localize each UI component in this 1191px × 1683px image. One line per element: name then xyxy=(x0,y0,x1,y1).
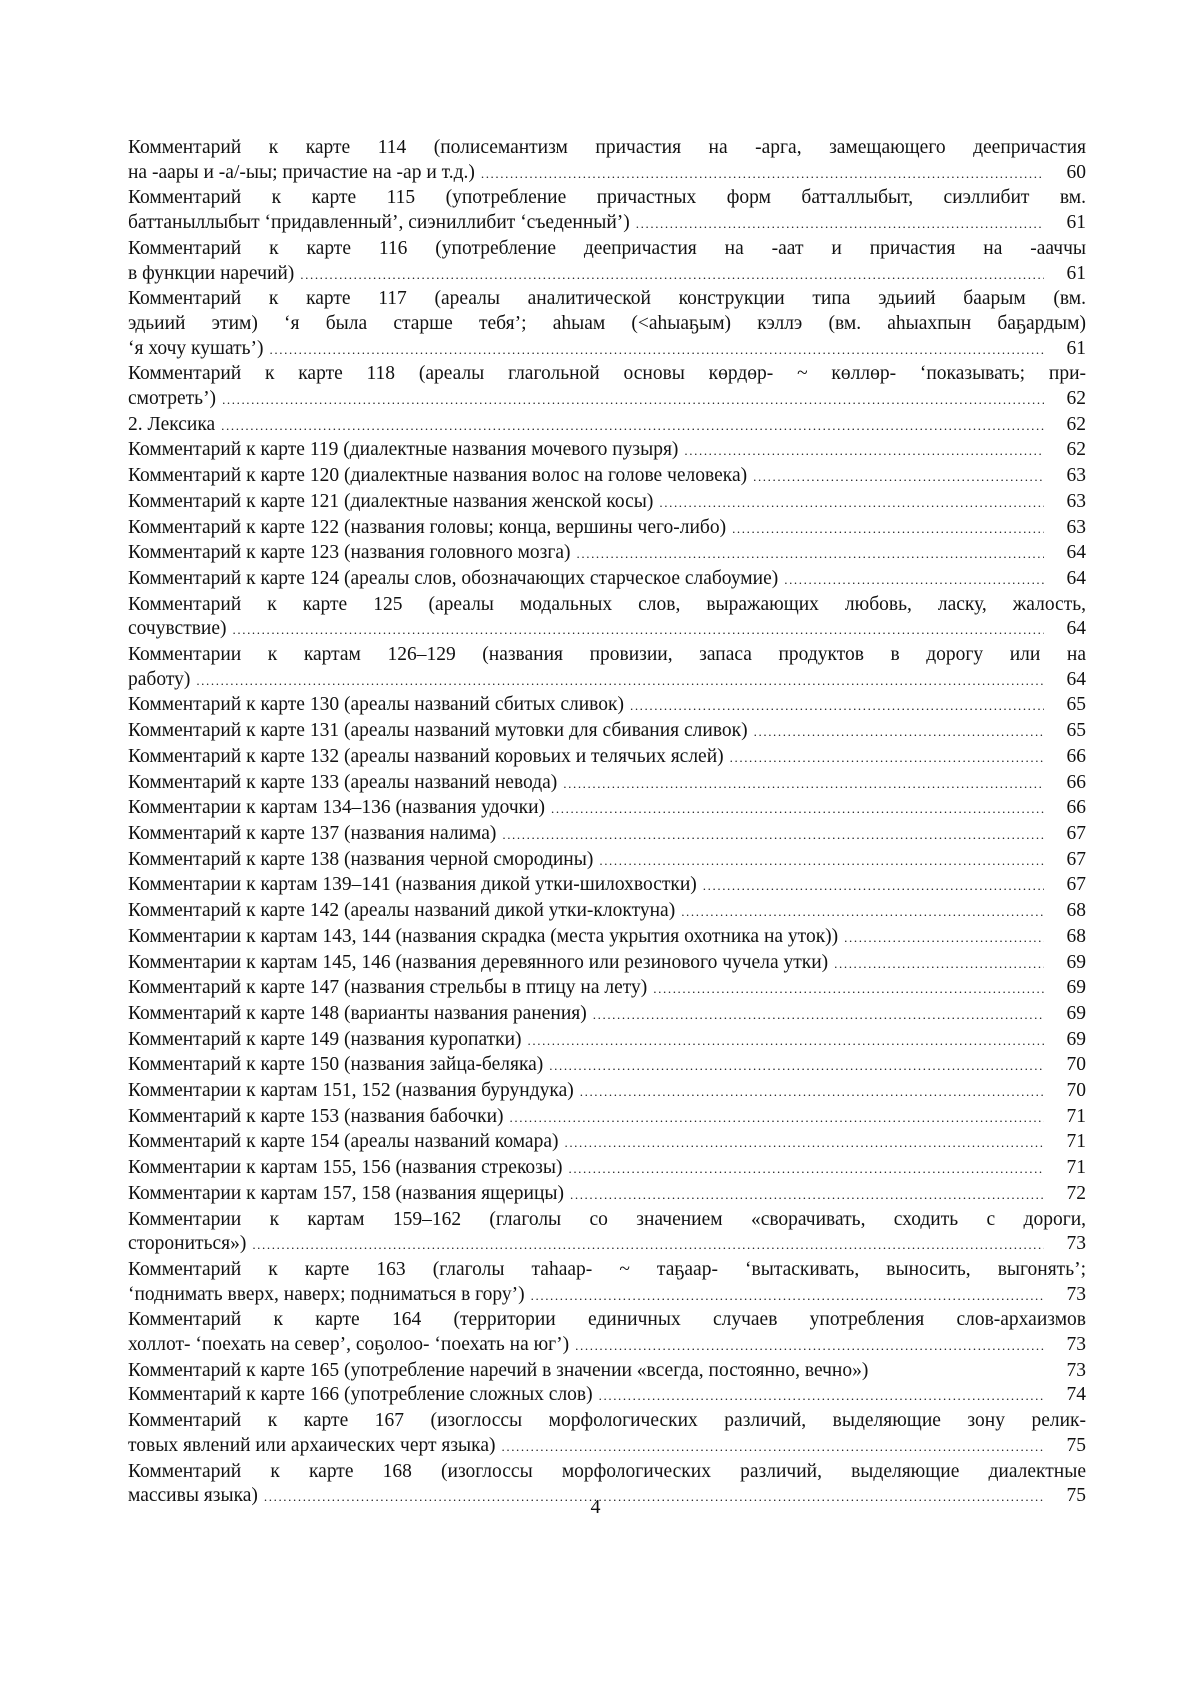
toc-entry-last-line xyxy=(128,1359,1086,1384)
dot-leader xyxy=(528,1029,1044,1054)
dot-leader xyxy=(599,849,1044,874)
toc-entry xyxy=(128,287,1086,362)
toc-entry-page: 73 xyxy=(1066,1283,1086,1305)
dot-leader xyxy=(502,823,1044,848)
toc-entry-page: 62 xyxy=(1066,413,1086,435)
toc-entry-title: Комментарий к карте 165 (употребление наречий в значении «всегда, постоянно, вечно») xyxy=(128,1359,869,1381)
toc-entry-last-line xyxy=(128,541,1086,567)
toc-entry-page: 66 xyxy=(1066,797,1086,819)
toc-entry-last-line xyxy=(128,567,1086,593)
toc-entry-last-line xyxy=(128,1002,1086,1028)
toc-entry-page: 70 xyxy=(1066,1054,1086,1076)
toc-entry-line: Комментарии к картам 126–129 (названия провизии, запаса продуктов в дорогу или на xyxy=(128,644,1086,666)
toc-entry-page: 65 xyxy=(1066,720,1086,742)
toc-entry-last-line xyxy=(128,693,1086,719)
toc-entry-line: Комментарий к карте 117 (ареалы аналитической конструкции типа эдьиий баарым (вм. xyxy=(128,288,1086,310)
toc-entry xyxy=(128,1208,1086,1258)
toc-entry-line: Комментарий к карте 116 (употребление деепричастия на -аат и причастия на -ааччы xyxy=(128,237,1086,259)
dot-leader xyxy=(551,797,1044,822)
toc-entry-last-line xyxy=(128,1182,1086,1208)
toc-entry-page: 71 xyxy=(1066,1131,1086,1153)
dot-leader xyxy=(510,1106,1044,1131)
dot-leader xyxy=(630,694,1044,719)
toc-entry-last-line xyxy=(128,464,1086,490)
toc-entry-page: 63 xyxy=(1066,465,1086,487)
toc-entry xyxy=(128,925,1086,951)
dot-leader xyxy=(753,465,1044,490)
toc-entry-last-line xyxy=(128,1232,1086,1258)
toc-entry-last-line xyxy=(128,490,1086,516)
toc-entry xyxy=(128,1079,1086,1105)
toc-entry-title: Комментарий к карте 131 (ареалы названий мутовки для сбивания сливок) xyxy=(128,720,748,742)
toc-entry-last-line xyxy=(128,976,1086,1002)
toc-entry xyxy=(128,1053,1086,1079)
toc-entry-last-line xyxy=(128,1079,1086,1105)
toc-entry-last-line xyxy=(128,822,1086,848)
dot-leader xyxy=(730,746,1044,771)
toc-entry-page: 66 xyxy=(1066,771,1086,793)
toc-entry xyxy=(128,1130,1086,1156)
toc-entry xyxy=(128,1028,1086,1054)
dot-leader xyxy=(580,1080,1044,1105)
toc-entry-page: 67 xyxy=(1066,874,1086,896)
toc-entry-page: 70 xyxy=(1066,1080,1086,1102)
toc-entry-page: 65 xyxy=(1066,694,1086,716)
toc-entry-last-line xyxy=(128,1105,1086,1131)
toc-entry xyxy=(128,643,1086,693)
toc-entry xyxy=(128,490,1086,516)
toc-entry-page: 73 xyxy=(1066,1233,1086,1255)
dot-leader xyxy=(659,491,1044,516)
dot-leader xyxy=(196,669,1044,694)
toc-entry-title: Комментарий к карте 166 (употребление сложных слов) xyxy=(128,1384,593,1406)
toc-entry-last-line xyxy=(128,848,1086,874)
toc-entry-last-line xyxy=(128,1333,1086,1359)
toc-entry xyxy=(128,1182,1086,1208)
dot-leader xyxy=(754,720,1044,745)
toc-entry-page: 68 xyxy=(1066,900,1086,922)
dot-leader xyxy=(233,618,1044,643)
toc-entry-last-line xyxy=(128,413,1086,439)
toc-entry-last-line xyxy=(128,1130,1086,1156)
toc-entry xyxy=(128,541,1086,567)
toc-entry xyxy=(128,1308,1086,1358)
toc-entry-title: сочувствие) xyxy=(128,618,227,640)
toc-entry-title: Комментарий к карте 138 (названия черной смородины) xyxy=(128,848,594,870)
toc-entry xyxy=(128,1409,1086,1459)
dot-leader xyxy=(549,1054,1044,1079)
toc-entry-last-line xyxy=(128,387,1086,413)
toc-entry-page: 64 xyxy=(1066,668,1086,690)
toc-entry-page: 63 xyxy=(1066,516,1086,538)
toc-entry-page: 69 xyxy=(1066,977,1086,999)
toc-entry-page: 74 xyxy=(1066,1384,1086,1406)
toc-entry xyxy=(128,771,1086,797)
toc-entry-page: 73 xyxy=(1066,1334,1086,1356)
toc-entry-last-line xyxy=(128,1028,1086,1054)
toc-entry-page: 68 xyxy=(1066,925,1086,947)
toc-entry-page: 66 xyxy=(1066,745,1086,767)
toc-entry xyxy=(128,1002,1086,1028)
toc-entry-title: Комментарии к картам 139–141 (названия дикой утки-шилохвостки) xyxy=(128,874,697,896)
dot-leader xyxy=(577,542,1044,567)
toc-entry-last-line xyxy=(128,211,1086,237)
toc-entry-title: Комментарий к карте 150 (названия зайца-беляка) xyxy=(128,1054,544,1076)
toc-entry-last-line xyxy=(128,668,1086,694)
dot-leader xyxy=(684,439,1044,464)
toc-entry-title: в функции наречий) xyxy=(128,262,295,284)
toc-entry-title: смотреть’) xyxy=(128,388,217,410)
toc-entry-line: Комментарий к карте 118 (ареалы глагольной основы көрдөр- ~ көллөр- ‘показывать; при- xyxy=(128,363,1086,385)
toc-entry-page: 71 xyxy=(1066,1105,1086,1127)
toc-entry xyxy=(128,899,1086,925)
toc-entry-line: Комментарий к карте 168 (изоглоссы морфологических различий, выделяющие диалектные xyxy=(128,1460,1086,1482)
toc-entry-title: баттаныллыбыт ‘придавленный’, сиэниллибит ‘съеденный’) xyxy=(128,212,630,234)
toc-entry-last-line xyxy=(128,771,1086,797)
dot-leader xyxy=(221,414,1044,439)
toc-entry xyxy=(128,873,1086,899)
toc-entry-title: Комментарии к картам 157, 158 (названия ящерицы) xyxy=(128,1182,564,1204)
toc-entry-last-line xyxy=(128,1383,1086,1409)
toc-entry-line: Комментарий к карте 115 (употребление причастных форм батталлыбыт, сиэллибит вм. xyxy=(128,187,1086,209)
toc-entry-title: массивы языка) xyxy=(128,1485,258,1507)
dot-leader xyxy=(575,1334,1044,1359)
toc-entry xyxy=(128,745,1086,771)
toc-entry-title: 2. Лексика xyxy=(128,413,216,435)
toc-entry-last-line xyxy=(128,899,1086,925)
toc-entry-title: товых явлений или архаических черт языка) xyxy=(128,1434,496,1456)
toc-entry-last-line xyxy=(128,1434,1086,1460)
toc-entry-title: Комментарий к карте 132 (ареалы названий коровьих и телячьих яслей) xyxy=(128,745,724,767)
toc-entry-last-line xyxy=(128,438,1086,464)
toc-entry xyxy=(128,1156,1086,1182)
toc-entry-title: Комментарии к картам 151, 152 (названия бурундука) xyxy=(128,1080,574,1102)
toc-entry xyxy=(128,1258,1086,1308)
toc-entry-line: Комментарий к карте 125 (ареалы модальных слов, выражающих любовь, ласку, жалость, xyxy=(128,593,1086,615)
toc-entry-page: 61 xyxy=(1066,262,1086,284)
toc-entry-title: Комментарии к картам 155, 156 (названия стрекозы) xyxy=(128,1157,563,1179)
toc-entry-page: 61 xyxy=(1066,212,1086,234)
toc-entry-title: сторониться») xyxy=(128,1233,247,1255)
toc-entry-last-line xyxy=(128,262,1086,288)
toc-entry-last-line xyxy=(128,745,1086,771)
toc-entry-last-line xyxy=(128,337,1086,363)
dot-leader xyxy=(599,1384,1044,1409)
dot-leader xyxy=(481,162,1044,187)
dot-leader xyxy=(568,1157,1044,1182)
toc-entry-title: на -аары и -а/-ыы; причастие на -ар и т.д.) xyxy=(128,161,475,183)
toc-entry-title: работу) xyxy=(128,668,191,690)
toc-entry-last-line xyxy=(128,951,1086,977)
dot-leader xyxy=(593,1003,1044,1028)
toc-entry-last-line xyxy=(128,161,1086,187)
toc-entry-last-line xyxy=(128,1156,1086,1182)
toc-entry-last-line xyxy=(128,873,1086,899)
toc-entry xyxy=(128,1359,1086,1384)
toc-entry xyxy=(128,1105,1086,1131)
toc-entry-line: Комментарий к карте 114 (полисемантизм причастия на -арга, замещающего деепричастия xyxy=(128,137,1086,158)
toc-entry-line: эдьиий этим) ‘я была старше тебя’; аһыам (<аһыаҕым) кэллэ (вм. аһыахпын баҕардым) xyxy=(128,312,1086,334)
toc-entry-page: 64 xyxy=(1066,542,1086,564)
toc-entry-title: Комментарии к картам 145, 146 (названия деревянного или резинового чучела утки) xyxy=(128,951,829,973)
toc-entry-title: Комментарий к карте 148 (варианты названия ранения) xyxy=(128,1002,587,1024)
toc-entry-line: Комментарий к карте 163 (глаголы таһаар- ~ таҕаар- ‘вытаскивать, выносить, выгонять’; xyxy=(128,1258,1086,1280)
toc-entry-title: Комментарий к карте 130 (ареалы названий сбитых сливок) xyxy=(128,694,624,716)
toc-entry xyxy=(128,362,1086,412)
toc-entry-page: 67 xyxy=(1066,822,1086,844)
toc-entry-page: 69 xyxy=(1066,951,1086,973)
toc-entry xyxy=(128,848,1086,874)
toc-entry-page: 63 xyxy=(1066,490,1086,512)
toc-entry-title: Комментарий к карте 147 (названия стрельбы в птицу на лету) xyxy=(128,977,648,999)
toc-entry-title: Комментарий к карте 119 (диалектные названия мочевого пузыря) xyxy=(128,439,679,461)
toc-entry-last-line xyxy=(128,925,1086,951)
toc-entry xyxy=(128,567,1086,593)
dot-leader xyxy=(300,263,1044,288)
dot-leader xyxy=(844,926,1044,951)
toc-entry-title: ‘поднимать вверх, наверх; подниматься в гору’) xyxy=(128,1283,525,1305)
toc-entry xyxy=(128,951,1086,977)
toc-entry-title: Комментарий к карте 121 (диалектные названия женской косы) xyxy=(128,490,654,512)
toc-entry-page: 64 xyxy=(1066,567,1086,589)
dot-leader xyxy=(732,517,1044,542)
toc-entry xyxy=(128,186,1086,236)
toc-entry xyxy=(128,438,1086,464)
toc-entry-line: Комментарий к карте 164 (территории единичных случаев употребления слов-архаизмов xyxy=(128,1309,1086,1331)
toc-entry-title: Комментарии к картам 143, 144 (названия скрадка (места укрытия охотника на уток)) xyxy=(128,925,839,947)
toc-entry xyxy=(128,516,1086,542)
toc-entry-page: 67 xyxy=(1066,848,1086,870)
toc-entry xyxy=(128,464,1086,490)
toc-entry xyxy=(128,237,1086,287)
toc-entry xyxy=(128,976,1086,1002)
dot-leader xyxy=(834,952,1044,977)
toc-entry-last-line xyxy=(128,516,1086,542)
dot-leader xyxy=(563,772,1044,797)
toc-entry-line: Комментарии к картам 159–162 (глаголы со значением «сворачивать, сходить с дороги, xyxy=(128,1208,1086,1230)
toc-entry-page: 62 xyxy=(1066,439,1086,461)
toc-entry xyxy=(128,413,1086,439)
toc-entry xyxy=(128,1383,1086,1409)
dot-leader xyxy=(531,1284,1044,1309)
toc-entry-page: 69 xyxy=(1066,1028,1086,1050)
toc-entry-title: Комментарий к карте 142 (ареалы названий дикой утки-клоктуна) xyxy=(128,900,676,922)
toc-entry-page: 75 xyxy=(1066,1434,1086,1456)
toc-entry-line: Комментарий к карте 167 (изоглоссы морфологических различий, выделяющие зону релик- xyxy=(128,1410,1086,1432)
toc-entry-page: 62 xyxy=(1066,388,1086,410)
toc-entry-title: Комментарий к карте 154 (ареалы названий комара) xyxy=(128,1131,559,1153)
toc-entry-page: 72 xyxy=(1066,1182,1086,1204)
dot-leader xyxy=(252,1233,1044,1258)
toc-entry-last-line xyxy=(128,617,1086,643)
toc-entry-page: 61 xyxy=(1066,337,1086,359)
dot-leader xyxy=(564,1131,1044,1156)
toc-entry xyxy=(128,136,1086,186)
dot-leader xyxy=(681,900,1044,925)
toc-entry-page: 69 xyxy=(1066,1002,1086,1024)
dot-leader xyxy=(222,388,1044,413)
toc-entry-last-line xyxy=(128,719,1086,745)
toc-entry-page: 75 xyxy=(1066,1485,1086,1507)
toc-entry-title: Комментарий к карте 122 (названия головы; конца, вершины чего-либо) xyxy=(128,516,727,538)
dot-leader xyxy=(784,568,1044,593)
toc-entry-title: Комментарий к карте 133 (ареалы названий невода) xyxy=(128,771,558,793)
toc-entry-page: 64 xyxy=(1066,618,1086,640)
toc-entry-title: Комментарии к картам 134–136 (названия удочки) xyxy=(128,797,546,819)
toc-entry xyxy=(128,693,1086,719)
toc-entry-title: Комментарий к карте 153 (названия бабочки) xyxy=(128,1105,504,1127)
toc-entry-title: ‘я хочу кушать’) xyxy=(128,337,264,359)
toc-entry-title: Комментарий к карте 120 (диалектные названия волос на голове человека) xyxy=(128,465,748,487)
toc-entry-title: Комментарий к карте 123 (названия головного мозга) xyxy=(128,542,571,564)
page-number: 4 xyxy=(590,1496,601,1518)
dot-leader xyxy=(270,338,1044,363)
dot-leader xyxy=(653,977,1044,1002)
dot-leader xyxy=(570,1183,1044,1208)
table-of-contents xyxy=(128,136,1086,1510)
toc-entry-title: Комментарий к карте 124 (ареалы слов, обозначающих старческое слабоумие) xyxy=(128,567,779,589)
toc-entry-page: 73 xyxy=(1066,1359,1086,1381)
toc-entry-title: Комментарий к карте 137 (названия налима) xyxy=(128,822,497,844)
dot-leader xyxy=(502,1435,1045,1460)
toc-entry xyxy=(128,719,1086,745)
toc-entry xyxy=(128,822,1086,848)
toc-entry-page: 71 xyxy=(1066,1157,1086,1179)
toc-entry xyxy=(128,593,1086,643)
toc-entry xyxy=(128,796,1086,822)
dot-leader xyxy=(703,874,1044,899)
toc-entry-title: Комментарий к карте 149 (названия куропатки) xyxy=(128,1028,522,1050)
toc-entry-last-line xyxy=(128,796,1086,822)
toc-entry-last-line xyxy=(128,1053,1086,1079)
toc-entry-last-line xyxy=(128,1283,1086,1309)
toc-entry-title: холлот- ‘поехать на север’, соҕолоо- ‘поехать на юг’) xyxy=(128,1334,570,1356)
dot-leader xyxy=(636,212,1044,237)
toc-entry-page: 60 xyxy=(1066,161,1086,183)
